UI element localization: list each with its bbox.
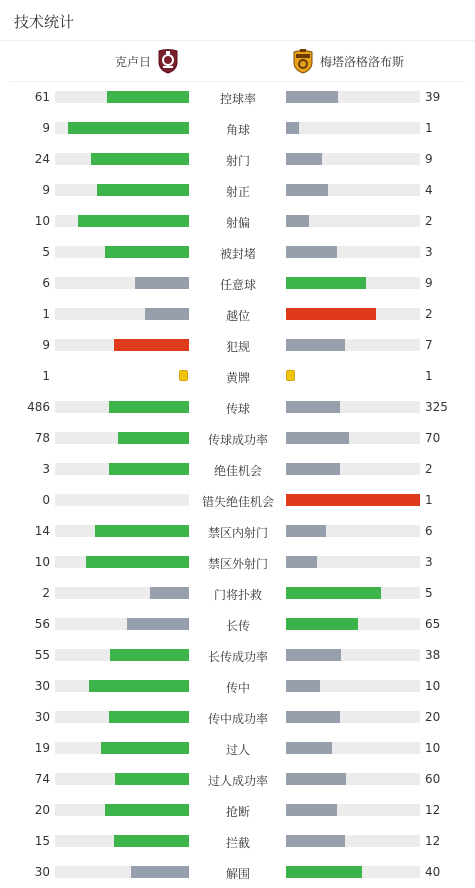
home-stat-bar-fill [78,215,189,227]
away-stat-value: 1 [425,369,433,383]
home-stat-value: 1 [42,369,50,383]
stat-label: 绝佳机会 [213,464,262,478]
away-stat-bar-track [286,711,420,723]
away-stat-bar-track [286,153,420,165]
home-stat-value: 9 [42,338,50,352]
away-stat-bar-track [286,742,420,754]
home-stat-value: 5 [42,245,50,259]
home-stat-bar-fill [109,711,189,723]
home-stat-value: 30 [34,865,50,879]
away-stat-value: 60 [425,772,441,786]
stat-row [0,484,475,515]
home-stat-value: 14 [34,524,50,538]
away-stat-bar-track [286,277,420,289]
home-stat-bar-fill [101,742,189,754]
stat-label: 控球率 [219,92,256,106]
away-stat-bar-track [286,401,420,413]
away-team[interactable] [292,47,404,75]
home-stat-value: 10 [34,214,50,228]
home-stat-bar-track [55,556,189,568]
home-stat-value: 1 [42,307,50,321]
home-stat-bar-fill [115,773,189,785]
home-stat-bar-fill [109,463,189,475]
away-stat-value: 70 [425,431,441,445]
home-stat-value: 78 [34,431,50,445]
home-stat-bar-track [55,432,189,444]
home-stat-bar-fill [145,308,189,320]
stat-row [0,329,475,360]
stat-row [0,670,475,701]
stat-row [0,825,475,856]
home-yellow-card-icon [179,370,188,381]
stat-row [0,453,475,484]
stat-row [0,112,475,143]
home-stat-bar-fill [105,246,189,258]
away-stat-value: 12 [425,834,441,848]
away-stat-bar-fill [286,866,362,878]
stat-label: 黄牌 [225,371,250,385]
home-stat-bar-fill [150,587,189,599]
away-stat-value: 10 [425,741,441,755]
away-stat-value: 20 [425,710,441,724]
home-stat-bar-track [55,91,189,103]
away-stat-bar-fill [286,835,345,847]
stat-label: 传中 [225,681,250,695]
away-stat-bar-track [286,649,420,661]
home-stat-value: 15 [34,834,50,848]
away-stat-value: 5 [425,586,433,600]
stat-row [0,298,475,329]
away-stat-bar-fill [286,153,322,165]
home-stat-bar-fill [97,184,189,196]
stat-row [0,236,475,267]
home-stat-bar-fill [105,804,189,816]
stat-label: 越位 [225,309,250,323]
stat-label: 禁区外射门 [207,557,268,571]
stat-label: 传球 [225,402,250,416]
home-stat-bar-fill [110,649,189,661]
away-stat-bar-fill [286,339,345,351]
away-stat-value: 12 [425,803,441,817]
home-stat-bar-track [55,401,189,413]
home-stat-bar-track [55,277,189,289]
home-team[interactable] [115,47,179,75]
stat-row [0,360,475,391]
away-stat-value: 9 [425,276,433,290]
home-stat-value: 55 [34,648,50,662]
home-stat-value: 486 [27,400,50,414]
stat-row [0,267,475,298]
home-stat-value: 74 [34,772,50,786]
home-stat-bar-track [55,866,189,878]
away-stat-value: 7 [425,338,433,352]
away-stat-value: 1 [425,121,433,135]
stats-list [0,81,475,887]
home-stat-bar-fill [107,91,189,103]
home-stat-bar-track [55,525,189,537]
home-stat-bar-track [55,649,189,661]
away-stat-bar-fill [286,773,346,785]
stat-row [0,608,475,639]
away-stat-value: 6 [425,524,433,538]
away-stat-bar-track [286,525,420,537]
away-stat-bar-fill [286,742,332,754]
stat-label: 犯规 [225,340,250,354]
home-stat-bar-track [55,153,189,165]
stat-label: 传球成功率 [207,433,268,447]
stat-label: 传中成功率 [207,712,268,726]
away-stat-bar-fill [286,432,349,444]
away-stat-value: 325 [425,400,448,414]
stat-label: 禁区内射门 [207,526,268,540]
stat-label: 拦截 [225,836,250,850]
stat-row [0,794,475,825]
home-stat-value: 30 [34,679,50,693]
away-stat-bar-track [286,556,420,568]
away-stat-value: 1 [425,493,433,507]
away-stat-bar-fill [286,308,376,320]
home-stat-value: 19 [34,741,50,755]
home-stat-bar-track [55,246,189,258]
away-team-name: 梅塔洛格洛布斯 [320,54,405,69]
away-stat-bar-fill [286,277,366,289]
stat-label: 被封堵 [219,247,256,261]
stat-label: 射偏 [225,216,250,230]
away-stat-bar-track [286,184,420,196]
home-stat-bar-fill [114,835,189,847]
home-stat-value: 2 [42,586,50,600]
home-stat-bar-fill [91,153,189,165]
home-stat-bar-track [55,463,189,475]
stat-row [0,515,475,546]
away-stat-value: 2 [425,214,433,228]
stat-label: 抢断 [225,805,250,819]
away-stat-bar-fill [286,463,340,475]
home-stat-value: 9 [42,121,50,135]
home-stat-bar-fill [68,122,189,134]
page-title: 技术统计 [14,13,75,31]
away-stat-bar-track [286,308,420,320]
stat-label: 门将扑救 [213,588,262,602]
home-stat-value: 0 [42,493,50,507]
home-stat-value: 24 [34,152,50,166]
stat-row [0,391,475,422]
away-stat-value: 9 [425,152,433,166]
away-stat-bar-fill [286,618,358,630]
stat-row [0,546,475,577]
away-stat-bar-fill [286,122,299,134]
away-stat-bar-track [286,866,420,878]
home-stat-bar-track [55,308,189,320]
home-stat-bar-fill [89,680,190,692]
home-stat-value: 56 [34,617,50,631]
stat-row [0,143,475,174]
home-stat-bar-track [55,618,189,630]
away-stat-bar-fill [286,184,328,196]
away-stat-bar-track [286,587,420,599]
away-stat-bar-track [286,494,420,506]
home-stat-bar-fill [95,525,189,537]
stat-label: 任意球 [219,278,256,292]
stat-label: 长传 [225,619,250,633]
stat-label: 错失绝佳机会 [201,495,274,509]
stat-label: 射门 [225,154,250,168]
home-stat-bar-track [55,184,189,196]
away-stat-bar-track [286,463,420,475]
away-stat-value: 3 [425,555,433,569]
stat-row [0,856,475,887]
away-stat-bar-track [286,432,420,444]
away-stat-value: 10 [425,679,441,693]
away-stat-bar-fill [286,649,341,661]
away-stat-bar-fill [286,215,309,227]
away-stat-bar-fill [286,804,337,816]
home-stat-value: 6 [42,276,50,290]
home-stat-value: 20 [34,803,50,817]
away-stat-value: 3 [425,245,433,259]
stat-row [0,81,475,112]
stat-label: 角球 [225,123,250,137]
stat-label: 解围 [225,867,250,881]
away-stat-value: 2 [425,307,433,321]
away-stat-bar-fill [286,680,320,692]
away-stat-bar-track [286,91,420,103]
stat-row [0,422,475,453]
home-stat-value: 10 [34,555,50,569]
stat-row [0,205,475,236]
home-stat-bar-fill [114,339,189,351]
cfr-cluj-crest-icon [157,48,179,74]
away-stat-bar-track [286,618,420,630]
home-stat-bar-track [55,587,189,599]
home-stat-bar-track [55,122,189,134]
away-stat-value: 39 [425,90,441,104]
stat-label: 射正 [225,185,250,199]
away-stat-bar-fill [286,556,317,568]
away-stat-bar-fill [286,401,340,413]
away-stat-bar-fill [286,246,337,258]
away-yellow-card-icon [286,370,295,381]
metaloglobus-crest-icon [292,48,314,74]
away-stat-value: 4 [425,183,433,197]
away-stat-bar-fill [286,587,381,599]
stat-row [0,732,475,763]
away-stat-bar-track [286,804,420,816]
away-stat-bar-track [286,246,420,258]
away-stat-bar-track [286,122,420,134]
home-stat-bar-track [55,680,189,692]
home-stat-bar-fill [118,432,189,444]
away-stat-bar-track [286,835,420,847]
stat-row [0,577,475,608]
home-stat-bar-track [55,494,189,506]
home-stat-bar-track [55,742,189,754]
stat-row [0,701,475,732]
away-stat-value: 65 [425,617,441,631]
stat-label: 长传成功率 [207,650,268,664]
away-stat-bar-fill [286,494,420,506]
home-stat-bar-track [55,773,189,785]
home-stat-bar-track [55,804,189,816]
away-stat-value: 38 [425,648,441,662]
home-stat-value: 61 [34,90,50,104]
home-stat-bar-track [55,215,189,227]
stat-label: 过人成功率 [207,774,268,788]
home-team-name: 克卢日 [114,54,151,69]
home-stat-bar-fill [109,401,189,413]
away-stat-bar-fill [286,711,340,723]
stat-row [0,763,475,794]
home-stat-value: 3 [42,462,50,476]
away-stat-bar-track [286,215,420,227]
home-stat-bar-track [55,339,189,351]
away-stat-value: 40 [425,865,441,879]
away-stat-bar-track [286,773,420,785]
home-stat-value: 30 [34,710,50,724]
stat-row [0,639,475,670]
page-header [0,0,475,41]
home-stat-bar-track [55,711,189,723]
home-stat-value: 9 [42,183,50,197]
home-stat-bar-fill [86,556,189,568]
home-stat-bar-fill [135,277,189,289]
home-stat-bar-fill [131,866,189,878]
stat-row [0,174,475,205]
home-stat-bar-track [55,835,189,847]
stat-label: 过人 [225,743,250,757]
teams-header [10,41,465,82]
home-stat-bar-fill [127,618,189,630]
away-stat-bar-track [286,339,420,351]
away-stat-bar-fill [286,525,326,537]
away-stat-bar-track [286,680,420,692]
away-stat-bar-fill [286,91,338,103]
away-stat-value: 2 [425,462,433,476]
